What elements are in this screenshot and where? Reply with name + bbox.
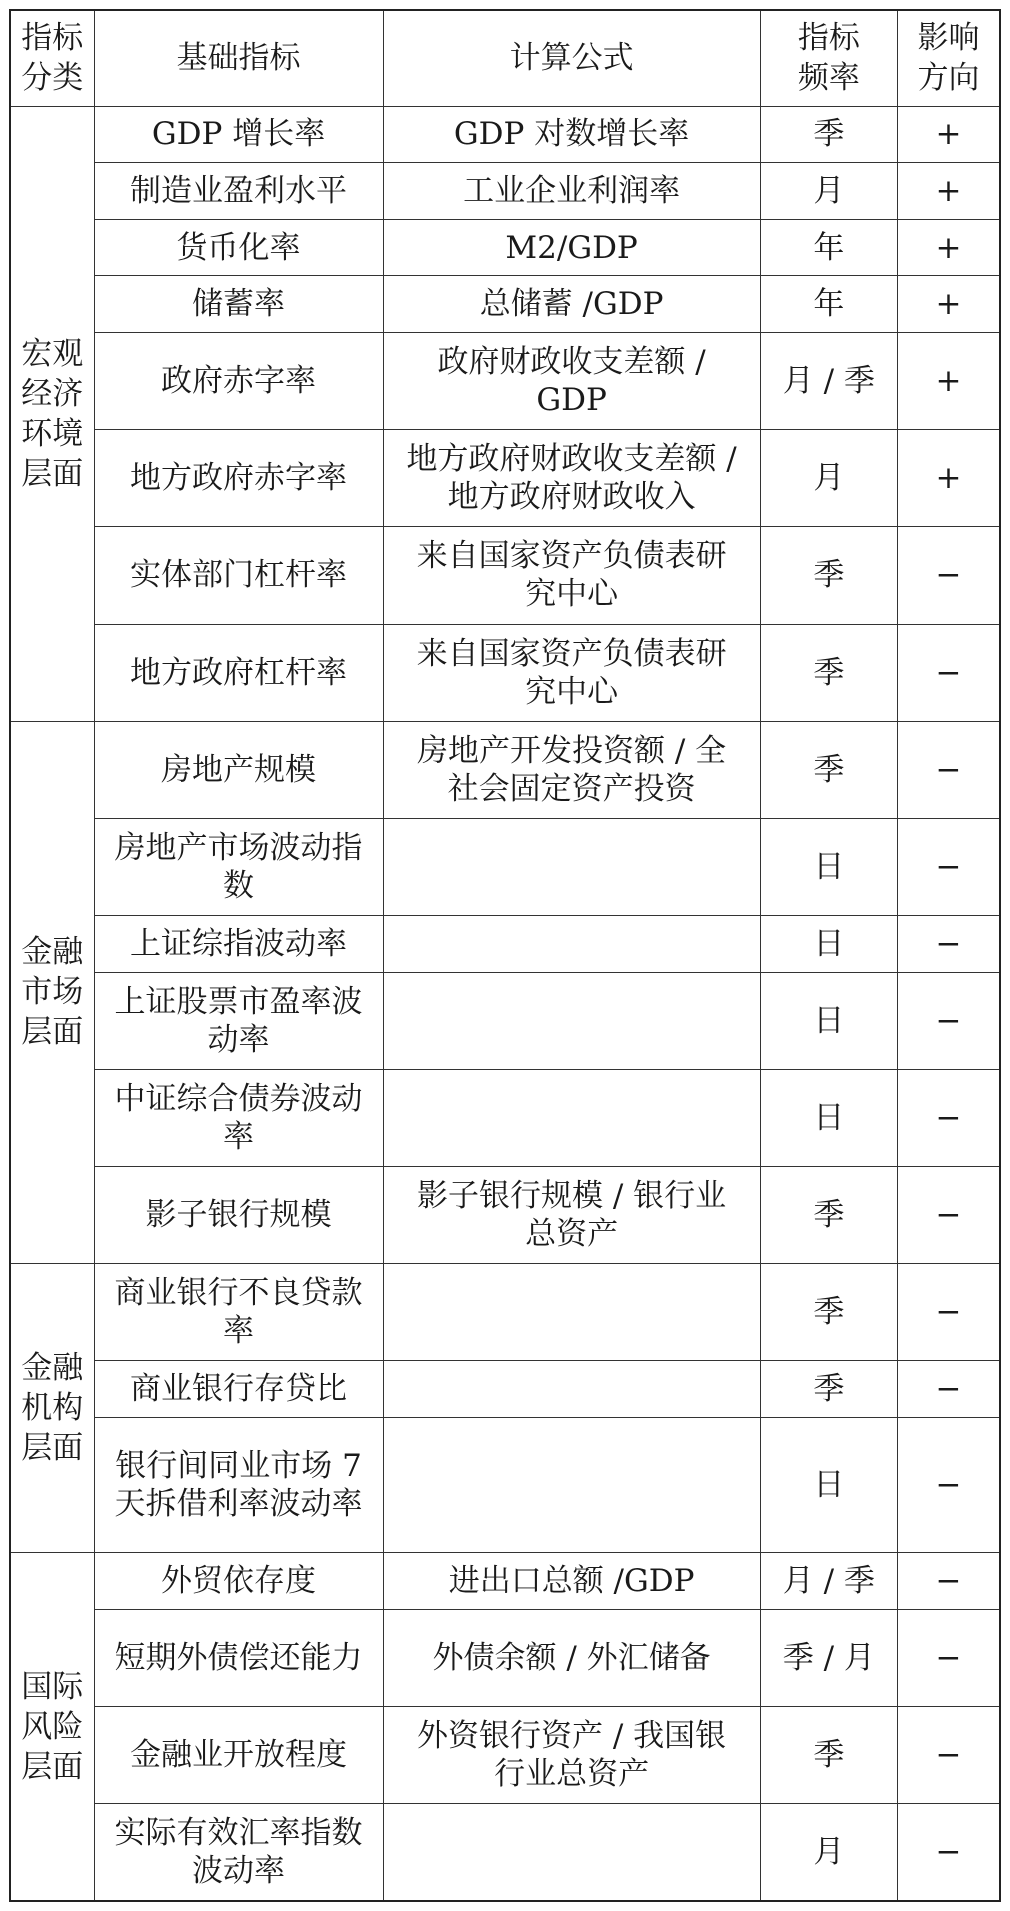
direction-cell: −: [898, 721, 1001, 818]
indicator-cell: 实体部门杠杆率: [94, 527, 383, 624]
direction-cell: +: [898, 219, 1001, 276]
table-row: [10, 721, 1000, 818]
formula-cell: 外资银行资产 / 我国银行业总资产: [383, 1707, 760, 1804]
frequency-cell: 季: [760, 721, 897, 818]
direction-cell: +: [898, 163, 1001, 220]
direction-cell: +: [898, 276, 1001, 333]
direction-cell: −: [898, 1609, 1001, 1706]
frequency-cell: 季: [760, 527, 897, 624]
table-row: [10, 818, 1000, 915]
formula-cell: 政府财政收支差额 / GDP: [383, 333, 760, 430]
table-row: [10, 1707, 1000, 1804]
direction-cell: −: [898, 527, 1001, 624]
category-cell: 金融市场层面: [10, 721, 94, 1263]
category-cell: 金融机构层面: [10, 1263, 94, 1552]
indicator-cell: 上证股票市盈率波动率: [94, 972, 383, 1069]
indicator-cell: 商业银行不良贷款率: [94, 1263, 383, 1360]
direction-cell: −: [898, 1069, 1001, 1166]
indicator-cell: 短期外债偿还能力: [94, 1609, 383, 1706]
frequency-cell: 日: [760, 818, 897, 915]
direction-cell: −: [898, 624, 1001, 721]
frequency-cell: 季: [760, 106, 897, 163]
formula-cell: [383, 915, 760, 972]
indicator-cell: 银行间同业市场 7 天拆借利率波动率: [94, 1417, 383, 1553]
indicator-cell: 中证综合债券波动率: [94, 1069, 383, 1166]
header-direction: 影响方向: [898, 10, 1001, 106]
indicator-cell: 上证综指波动率: [94, 915, 383, 972]
frequency-cell: 月 / 季: [760, 333, 897, 430]
direction-cell: −: [898, 818, 1001, 915]
indicator-cell: GDP 增长率: [94, 106, 383, 163]
indicator-cell: 影子银行规模: [94, 1166, 383, 1263]
frequency-cell: 季 / 月: [760, 1609, 897, 1706]
direction-cell: +: [898, 333, 1001, 430]
table-row: [10, 972, 1000, 1069]
category-cell: 国际风险层面: [10, 1553, 94, 1901]
indicator-cell: 地方政府赤字率: [94, 430, 383, 527]
formula-cell: 总储蓄 /GDP: [383, 276, 760, 333]
formula-cell: [383, 1417, 760, 1553]
frequency-cell: 月 / 季: [760, 1553, 897, 1610]
direction-cell: −: [898, 1553, 1001, 1610]
indicator-cell: 商业银行存贷比: [94, 1361, 383, 1418]
table-row: [10, 333, 1000, 430]
table-row: [10, 106, 1000, 163]
indicator-cell: 货币化率: [94, 219, 383, 276]
frequency-cell: 季: [760, 1707, 897, 1804]
frequency-cell: 月: [760, 163, 897, 220]
frequency-cell: 日: [760, 915, 897, 972]
indicator-cell: 外贸依存度: [94, 1553, 383, 1610]
frequency-cell: 月: [760, 1804, 897, 1901]
direction-cell: −: [898, 1417, 1001, 1553]
table-row: [10, 1553, 1000, 1610]
formula-cell: 外债余额 / 外汇储备: [383, 1609, 760, 1706]
formula-cell: 进出口总额 /GDP: [383, 1553, 760, 1610]
formula-cell: 工业企业利润率: [383, 163, 760, 220]
indicator-cell: 金融业开放程度: [94, 1707, 383, 1804]
table-row: [10, 276, 1000, 333]
indicator-cell: 政府赤字率: [94, 333, 383, 430]
formula-cell: 来自国家资产负债表研究中心: [383, 527, 760, 624]
formula-cell: 房地产开发投资额 / 全社会固定资产投资: [383, 721, 760, 818]
indicator-cell: 房地产规模: [94, 721, 383, 818]
frequency-cell: 月: [760, 430, 897, 527]
table-row: [10, 1069, 1000, 1166]
direction-cell: −: [898, 1263, 1001, 1360]
indicator-cell: 房地产市场波动指数: [94, 818, 383, 915]
table-row: [10, 1361, 1000, 1418]
direction-cell: −: [898, 1166, 1001, 1263]
direction-cell: −: [898, 1804, 1001, 1901]
category-cell: 宏观经济环境层面: [10, 106, 94, 721]
indicator-cell: 储蓄率: [94, 276, 383, 333]
frequency-cell: 年: [760, 219, 897, 276]
header-formula: 计算公式: [383, 10, 760, 106]
table-row: [10, 1417, 1000, 1553]
table-row: [10, 1609, 1000, 1706]
formula-cell: [383, 1804, 760, 1901]
formula-cell: 影子银行规模 / 银行业总资产: [383, 1166, 760, 1263]
table-row: [10, 624, 1000, 721]
header-row: [10, 10, 1000, 106]
table-row: [10, 1804, 1000, 1901]
direction-cell: −: [898, 915, 1001, 972]
table-row: [10, 219, 1000, 276]
direction-cell: +: [898, 430, 1001, 527]
indicator-cell: 制造业盈利水平: [94, 163, 383, 220]
formula-cell: [383, 1069, 760, 1166]
frequency-cell: 日: [760, 972, 897, 1069]
header-frequency: 指标频率: [760, 10, 897, 106]
frequency-cell: 日: [760, 1069, 897, 1166]
frequency-cell: 日: [760, 1417, 897, 1553]
frequency-cell: 季: [760, 1263, 897, 1360]
header-category: 指标分类: [10, 10, 94, 106]
indicator-cell: 地方政府杠杆率: [94, 624, 383, 721]
direction-cell: −: [898, 1707, 1001, 1804]
header-indicator: 基础指标: [94, 10, 383, 106]
indicator-cell: 实际有效汇率指数波动率: [94, 1804, 383, 1901]
formula-cell: M2/GDP: [383, 219, 760, 276]
formula-cell: [383, 818, 760, 915]
formula-cell: 来自国家资产负债表研究中心: [383, 624, 760, 721]
table-row: [10, 1166, 1000, 1263]
formula-cell: 地方政府财政收支差额 / 地方政府财政收入: [383, 430, 760, 527]
direction-cell: +: [898, 106, 1001, 163]
frequency-cell: 年: [760, 276, 897, 333]
table-row: [10, 527, 1000, 624]
formula-cell: GDP 对数增长率: [383, 106, 760, 163]
table-row: [10, 1263, 1000, 1360]
direction-cell: −: [898, 972, 1001, 1069]
table-row: [10, 430, 1000, 527]
formula-cell: [383, 1361, 760, 1418]
formula-cell: [383, 1263, 760, 1360]
formula-cell: [383, 972, 760, 1069]
table-row: [10, 163, 1000, 220]
indicator-table: [9, 9, 1001, 1902]
direction-cell: −: [898, 1361, 1001, 1418]
frequency-cell: 季: [760, 1166, 897, 1263]
table-row: [10, 915, 1000, 972]
frequency-cell: 季: [760, 624, 897, 721]
frequency-cell: 季: [760, 1361, 897, 1418]
